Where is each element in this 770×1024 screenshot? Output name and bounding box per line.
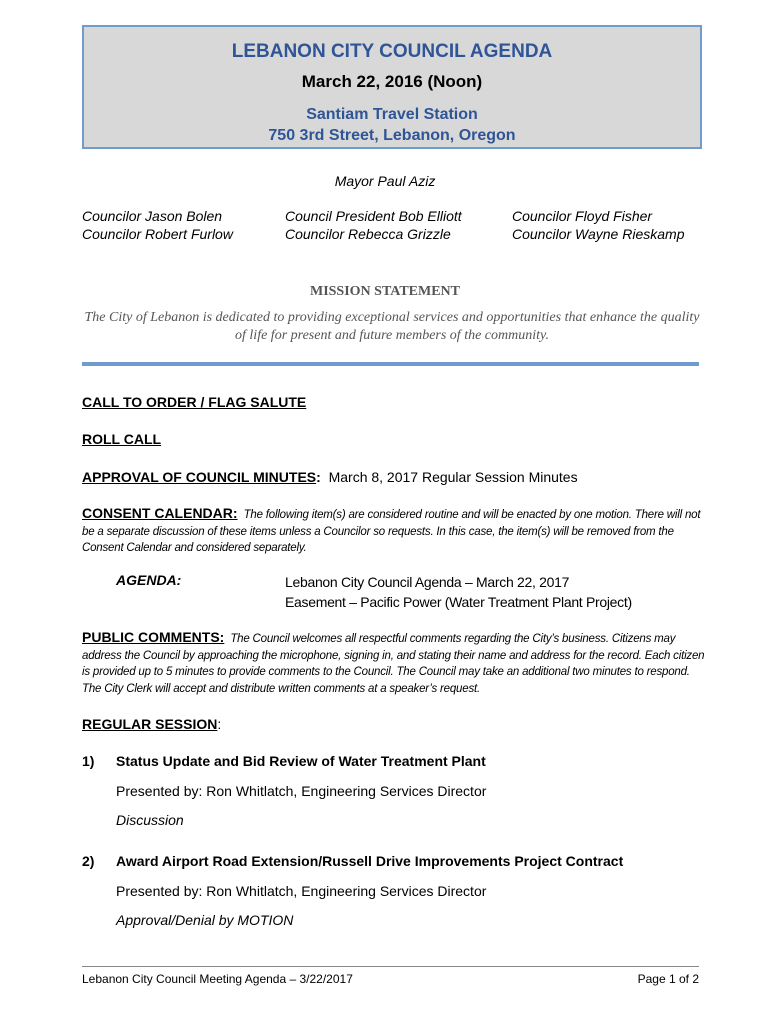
meeting-date: March 22, 2016 (Noon)	[301, 72, 483, 91]
item-number: 1)	[82, 753, 95, 769]
approval-of-minutes	[82, 469, 578, 485]
item-action: Approval/Denial by MOTION	[116, 912, 294, 928]
consent-text: The following item(s) are considered routine and will be enacted by one motion. There will not be a separate discussion of these items unless a Councilor so requests. In this case, the item(s) will be removed from the Consent Calendar and considered separately.	[82, 509, 701, 554]
item-action: Discussion	[116, 812, 184, 828]
councilor-column-1	[82, 207, 233, 243]
councilor-name: Councilor Floyd Fisher	[512, 208, 653, 224]
item-title: Award Airport Road Extension/Russell Drive Improvements Project Contract	[116, 853, 624, 869]
call-to-order-heading: CALL TO ORDER / FLAG SALUTE	[82, 394, 307, 410]
public-comments	[82, 629, 707, 697]
consent-item: Easement – Pacific Power (Water Treatment Plant Project)	[285, 594, 632, 610]
councilor-name: Councilor Wayne Rieskamp	[512, 226, 685, 242]
councilor-column-3	[512, 207, 684, 243]
public-comments-text: The Council welcomes all respectful comments regarding the City’s business. Citizens may address the Council by approaching the microphone, signing in, and stating their name and address for the record. Each citizen is provided up to 5 minutes to provide comments to the Council. The Council may take an additional two minutes to respond. The City Clerk will accept and distribute written comments at a speaker’s request.	[82, 633, 705, 695]
item-title: Status Update and Bid Review of Water Treatment Plant	[116, 753, 486, 769]
approval-heading: APPROVAL OF COUNCIL MINUTES	[82, 469, 317, 485]
footer-title: Lebanon City Council Meeting Agenda – 3/22/2017	[82, 972, 353, 986]
regular-session-heading: REGULAR SESSION	[82, 716, 218, 732]
regular-session	[82, 716, 221, 732]
roll-call-heading: ROLL CALL	[82, 431, 162, 447]
councilor-column-2	[285, 207, 462, 243]
regular-session-colon: :	[217, 716, 222, 732]
venue-address: 750 3rd Street, Lebanon, Oregon	[268, 127, 516, 144]
councilor-name: Council President Bob Elliott	[285, 208, 462, 224]
venue-name: Santiam Travel Station	[306, 106, 478, 123]
approval-text: March 8, 2017 Regular Session Minutes	[328, 469, 578, 485]
consent-calendar	[82, 505, 707, 557]
consent-agenda-label: AGENDA:	[116, 572, 182, 588]
agenda-header-box	[82, 25, 702, 149]
mission-heading: MISSION STATEMENT	[309, 284, 460, 299]
meeting-venue	[84, 104, 700, 146]
agenda-title: LEBANON CITY COUNCIL AGENDA	[231, 41, 553, 62]
page-number: Page 1 of 2	[637, 972, 699, 986]
item-presenter: Presented by: Ron Whitlatch, Engineering Services Director	[116, 883, 487, 899]
consent-heading: CONSENT CALENDAR:	[82, 505, 238, 521]
item-number: 2)	[82, 853, 95, 869]
councilor-name: Councilor Rebecca Grizzle	[285, 226, 451, 242]
mission-text: The City of Lebanon is dedicated to providing exceptional services and opportunities that enhance the quality of life for present and future members of the community.	[84, 310, 700, 343]
councilor-name: Councilor Robert Furlow	[82, 226, 233, 242]
approval-colon: :	[316, 469, 321, 485]
consent-item: Lebanon City Council Agenda – March 22, 2017	[285, 574, 570, 590]
consent-agenda-items	[285, 572, 632, 612]
councilor-name: Councilor Jason Bolen	[82, 208, 223, 224]
footer-divider	[82, 966, 699, 967]
public-comments-heading: PUBLIC COMMENTS:	[82, 629, 225, 645]
mayor-name: Mayor Paul Aziz	[334, 173, 436, 189]
item-presenter: Presented by: Ron Whitlatch, Engineering Services Director	[116, 783, 487, 799]
section-divider	[82, 362, 699, 366]
